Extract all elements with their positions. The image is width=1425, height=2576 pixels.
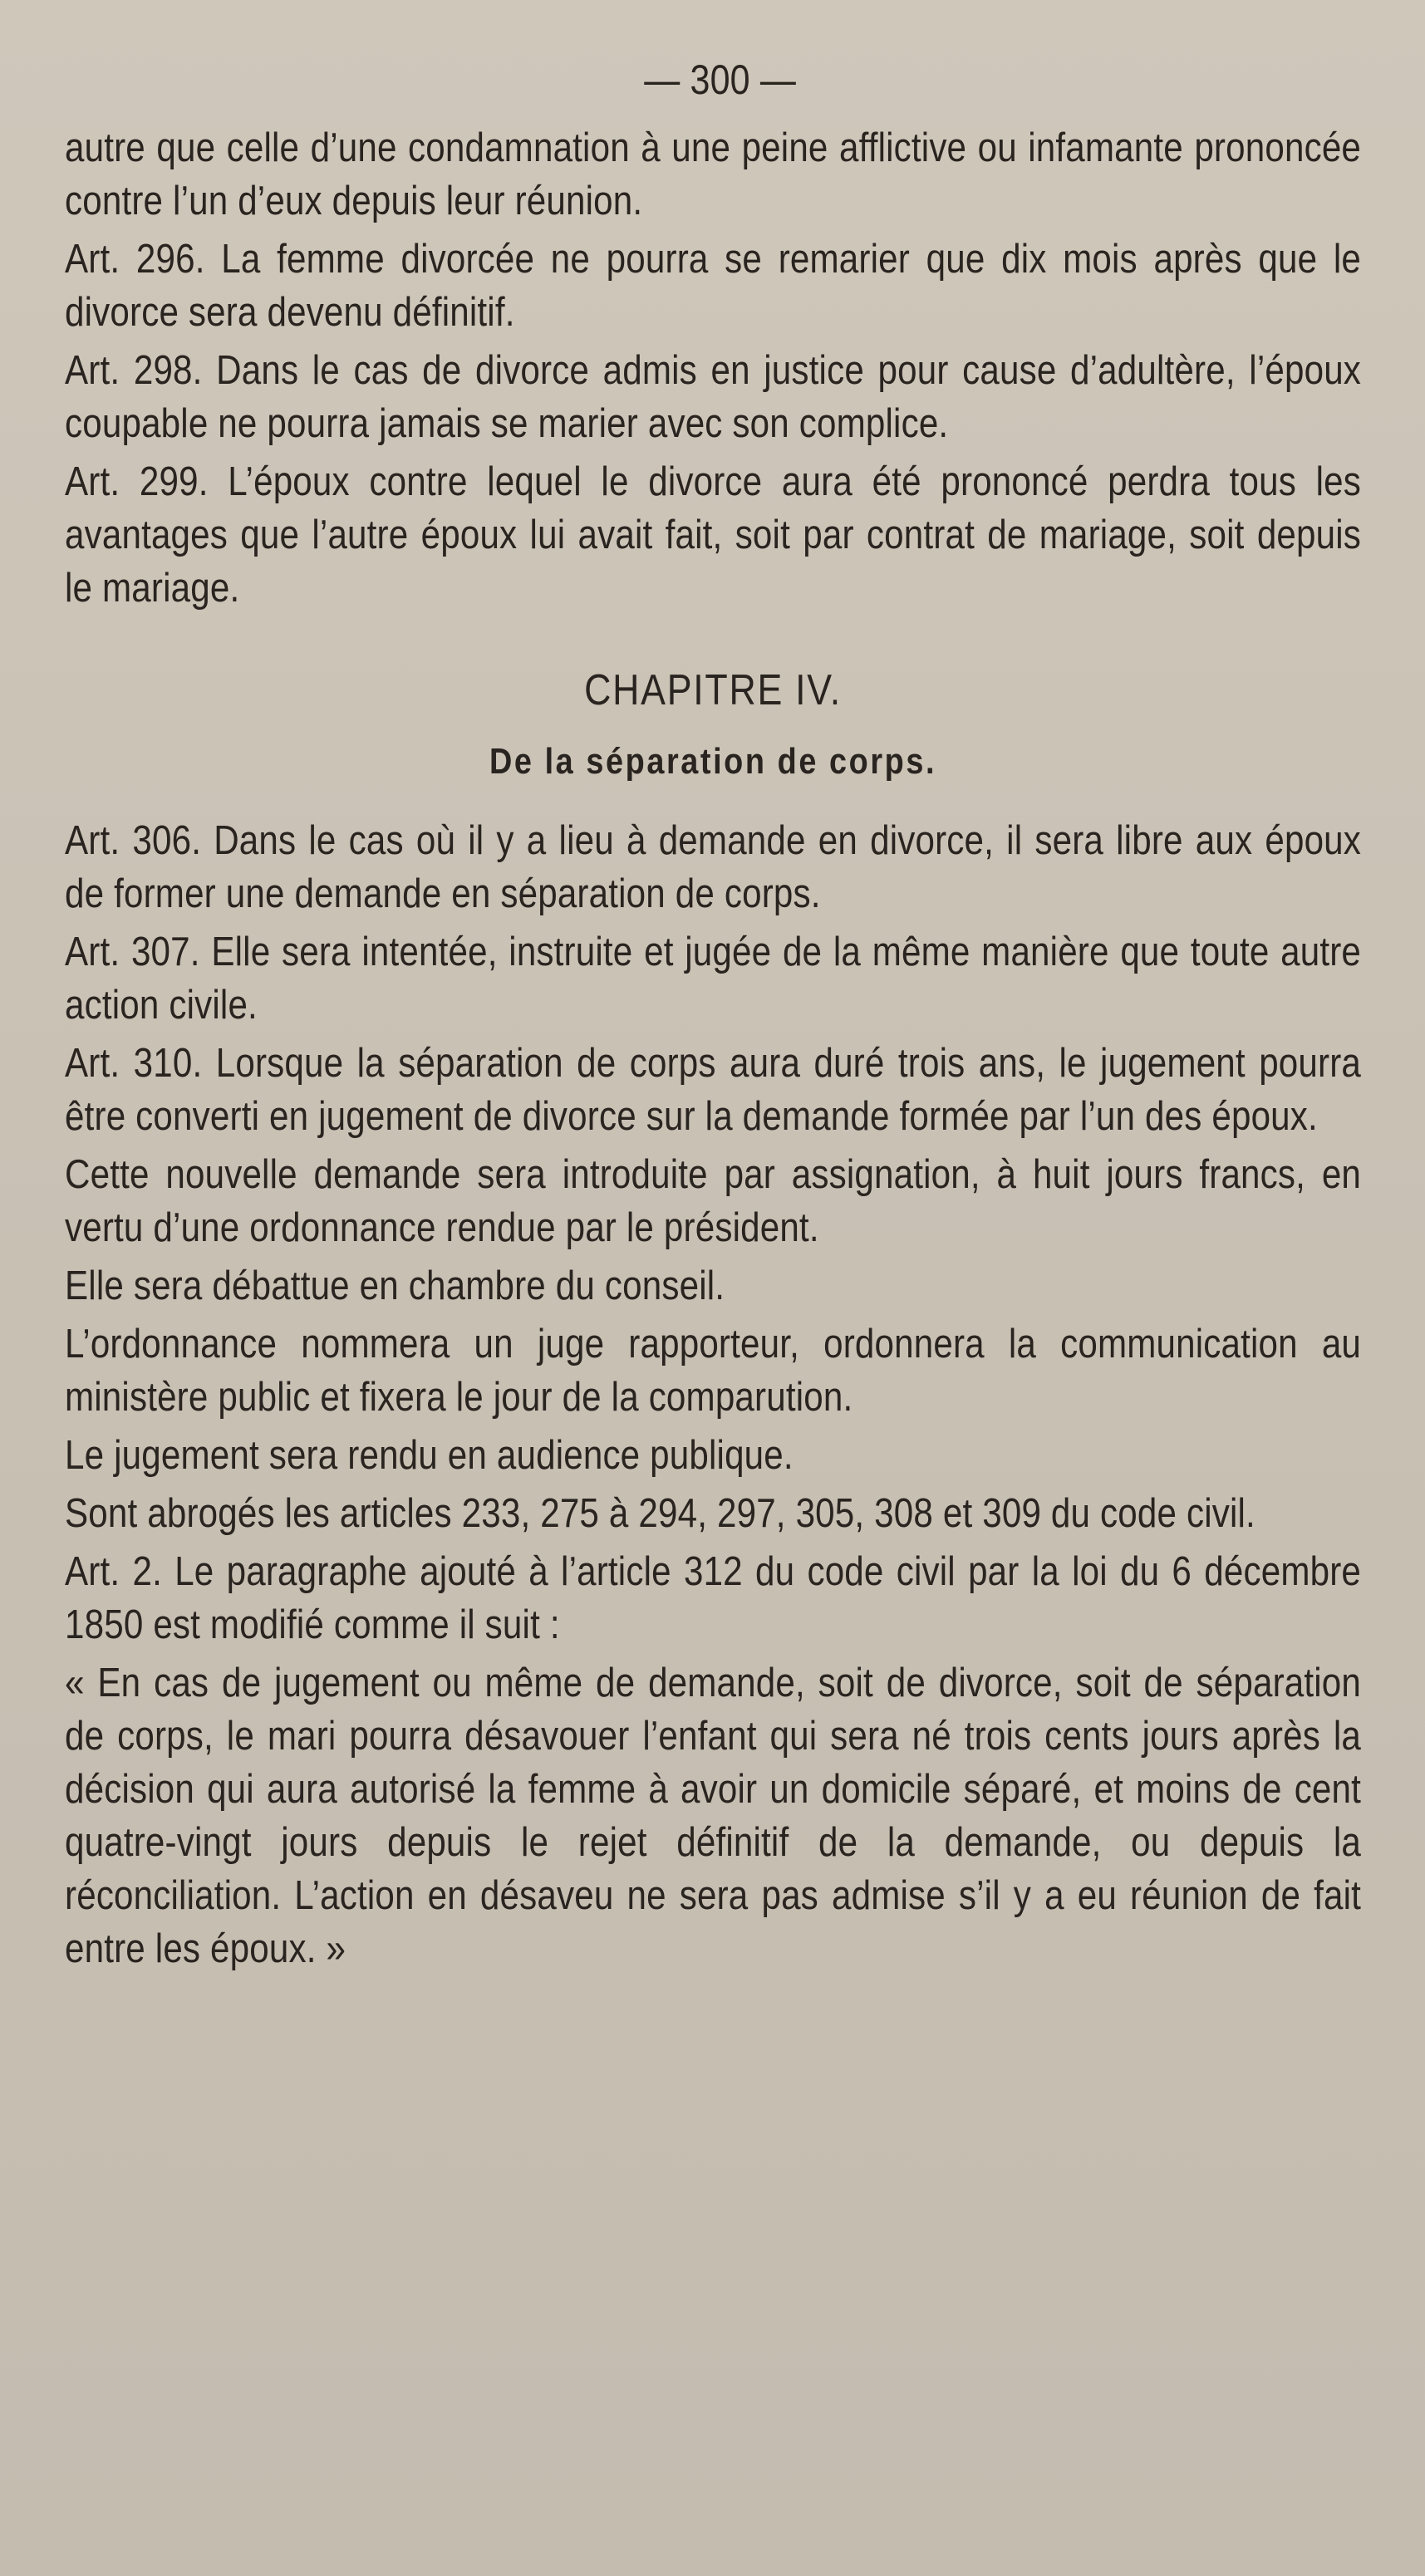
paragraph-quotation: « En cas de jugement ou même de demande, soit de divorce, soit de séparation de corps, le mari pourra désavouer l’enfant qui sera né trois cents jours après la décision qui aura autorisé la femme à avoir un domicile séparé, et moins de cent quatre-vingt jours depuis le rejet définitif de la demande, ou depuis la réconciliation. L’action en désaveu ne sera pas admise s’il y a eu réunion de fait entre les époux. »	[65, 1661, 1362, 1971]
paragraph-continuation: autre que celle d’une condamnation à une peine afflictive ou infamante prononcée contre l’un d’eux depuis leur réunion.	[65, 125, 1362, 223]
paragraph-art-296: Art. 296. La femme divorcée ne pourra se remarier que dix mois après que le divorce sera devenu définitif.	[65, 237, 1362, 335]
chapter-title: CHAPITRE IV.	[584, 666, 842, 714]
paragraph-chambre-conseil: Elle sera débattue en chambre du conseil.	[65, 1263, 725, 1308]
paragraph-art-299: Art. 299. L’époux contre lequel le divorce aura été prononcé perdra tous les avantages que l’autre époux lui avait fait, soit par contrat de mariage, soit depuis le mariage.	[65, 459, 1362, 611]
paragraph-art-310: Art. 310. Lorsque la séparation de corps aura duré trois ans, le jugement pourra être converti en jugement de divorce sur la demande formée par l’un des époux.	[65, 1041, 1362, 1139]
paragraph-assignation: Cette nouvelle demande sera introduite par assignation, à huit jours francs, en vertu d’une ordonnance rendue par le président.	[65, 1152, 1362, 1250]
page-text	[65, 50, 1361, 1980]
section-title: De la séparation de corps.	[489, 741, 937, 782]
paragraph-art-307: Art. 307. Elle sera intentée, instruite et jugée de la même manière que toute autre action civile.	[65, 930, 1362, 1028]
paragraph-jugement-public: Le jugement sera rendu en audience publique.	[65, 1433, 794, 1478]
paragraph-abrogations: Sont abrogés les articles 233, 275 à 294, 297, 305, 308 et 309 du code civil.	[65, 1491, 1255, 1536]
paragraph-art-298: Art. 298. Dans le cas de divorce admis en justice pour cause d’adultère, l’époux coupable ne pourra jamais se marier avec son complice.	[65, 348, 1362, 446]
paragraph-ordonnance: L’ordonnance nommera un juge rapporteur, ordonnera la communication au ministère public et fixera le jour de la comparution.	[65, 1322, 1362, 1420]
paragraph-art-306: Art. 306. Dans le cas où il y a lieu à demande en divorce, il sera libre aux époux de former une demande en séparation de corps.	[65, 818, 1362, 916]
paragraph-art-2: Art. 2. Le paragraphe ajouté à l’article 312 du code civil par la loi du 6 décembre 1850 est modifié comme il suit :	[65, 1549, 1362, 1647]
page-number: — 300 —	[644, 56, 797, 103]
